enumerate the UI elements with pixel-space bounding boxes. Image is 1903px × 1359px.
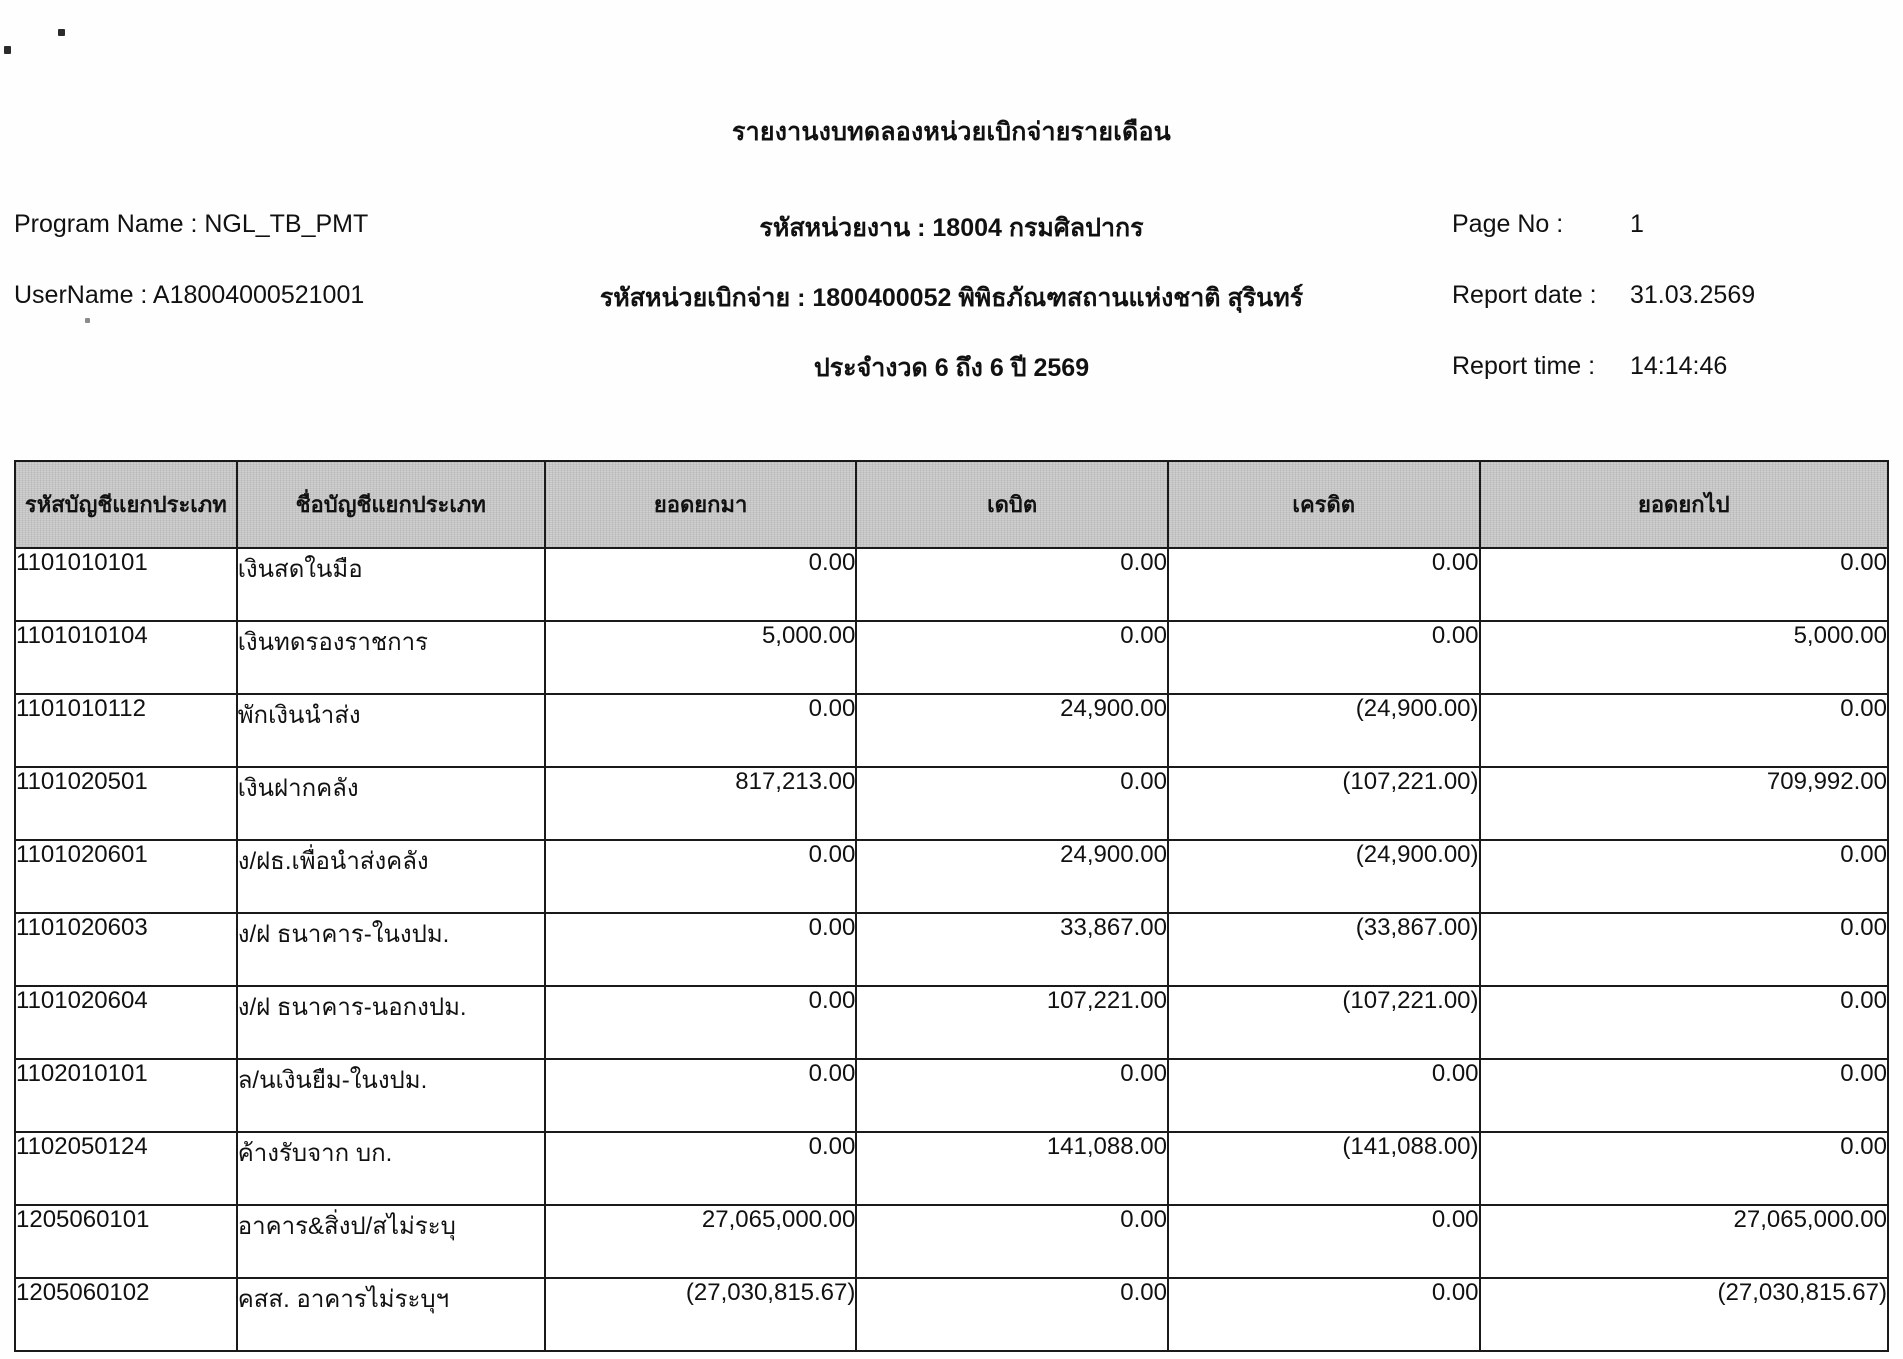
cell-credit: (141,088.00)	[1168, 1132, 1480, 1205]
cell-account-code: 1102050124	[15, 1132, 237, 1205]
cell-closing-balance: 0.00	[1480, 840, 1888, 913]
cell-opening-balance: 0.00	[545, 548, 857, 621]
cell-credit: 0.00	[1168, 1059, 1480, 1132]
cell-account-name: คสส. อาคารไม่ระบุฯ	[237, 1278, 545, 1351]
program-name-label: Program Name : NGL_TB_PMT	[14, 210, 369, 238]
cell-opening-balance: 0.00	[545, 840, 857, 913]
cell-debit: 0.00	[856, 621, 1168, 694]
report-time-value: 14:14:46	[1630, 352, 1728, 380]
cell-account-code: 1101020501	[15, 767, 237, 840]
page-title: รายงานงบทดลองหน่วยเบิกจ่ายรายเดือน	[732, 118, 1171, 146]
cell-account-code: 1102010101	[15, 1059, 237, 1132]
cell-opening-balance: (27,030,815.67)	[545, 1278, 857, 1351]
cell-debit: 0.00	[856, 767, 1168, 840]
page-no-row	[1452, 210, 1644, 239]
cell-opening-balance: 0.00	[545, 694, 857, 767]
cell-closing-balance: 709,992.00	[1480, 767, 1888, 840]
cell-account-code: 1205060101	[15, 1205, 237, 1278]
cell-closing-balance: 0.00	[1480, 1132, 1888, 1205]
cell-debit: 0.00	[856, 1205, 1168, 1278]
cell-account-code: 1205060102	[15, 1278, 237, 1351]
cell-closing-balance: 0.00	[1480, 694, 1888, 767]
cell-account-name: เงินทดรองราชการ	[237, 621, 545, 694]
report-date-label: Report date :	[1452, 281, 1597, 309]
cell-account-name: เงินฝากคลัง	[237, 767, 545, 840]
cell-credit: (33,867.00)	[1168, 913, 1480, 986]
cell-closing-balance: 0.00	[1480, 986, 1888, 1059]
column-header-closing-balance: ยอดยกไป	[1480, 461, 1888, 548]
agency-code-line: รหัสหน่วยงาน : 18004 กรมศิลปากร	[759, 214, 1144, 242]
cell-account-code: 1101020601	[15, 840, 237, 913]
table-row	[15, 1278, 1888, 1351]
cell-debit: 141,088.00	[856, 1132, 1168, 1205]
report-time-row	[1452, 352, 1727, 381]
table-row	[15, 1059, 1888, 1132]
table-row	[15, 840, 1888, 913]
report-time-label: Report time :	[1452, 352, 1596, 380]
table-row	[15, 767, 1888, 840]
user-name-label: UserName : A18004000521001	[14, 281, 365, 309]
cell-credit: 0.00	[1168, 548, 1480, 621]
table-row	[15, 1132, 1888, 1205]
cell-account-code: 1101020603	[15, 913, 237, 986]
cell-closing-balance: (27,030,815.67)	[1480, 1278, 1888, 1351]
trial-balance-table-wrapper	[14, 460, 1889, 1352]
table-row	[15, 986, 1888, 1059]
period-line: ประจำงวด 6 ถึง 6 ปี 2569	[813, 354, 1090, 382]
column-header-credit: เครดิต	[1168, 461, 1480, 548]
cell-account-code: 1101010101	[15, 548, 237, 621]
page-no-value: 1	[1630, 210, 1644, 238]
cell-closing-balance: 5,000.00	[1480, 621, 1888, 694]
table-header	[15, 461, 1888, 548]
cell-credit: (107,221.00)	[1168, 986, 1480, 1059]
cell-debit: 0.00	[856, 548, 1168, 621]
cell-credit: (107,221.00)	[1168, 767, 1480, 840]
table-row	[15, 548, 1888, 621]
scan-artifact	[85, 318, 90, 323]
cell-account-code: 1101010112	[15, 694, 237, 767]
cell-account-name: อาคาร&สิ่งป/สไม่ระบุ	[237, 1205, 545, 1278]
column-header-debit: เดบิต	[856, 461, 1168, 548]
cell-account-name: ง/ฝธ.เพื่อนำส่งคลัง	[237, 840, 545, 913]
table-row	[15, 694, 1888, 767]
cell-opening-balance: 5,000.00	[545, 621, 857, 694]
column-header-opening-balance: ยอดยกมา	[545, 461, 857, 548]
table-row	[15, 913, 1888, 986]
cell-account-code: 1101010104	[15, 621, 237, 694]
table-row	[15, 1205, 1888, 1278]
cell-account-name: ค้างรับจาก บก.	[237, 1132, 545, 1205]
scan-artifact	[58, 29, 65, 36]
cell-opening-balance: 0.00	[545, 1059, 857, 1132]
column-header-account-code: รหัสบัญชีแยกประเภท	[15, 461, 237, 548]
cell-account-name: ง/ฝ ธนาคาร-ในงปม.	[237, 913, 545, 986]
cell-closing-balance: 0.00	[1480, 913, 1888, 986]
cell-credit: (24,900.00)	[1168, 694, 1480, 767]
cell-debit: 33,867.00	[856, 913, 1168, 986]
scan-artifact	[4, 46, 11, 54]
cell-debit: 24,900.00	[856, 694, 1168, 767]
cell-credit: 0.00	[1168, 621, 1480, 694]
table-header-row	[15, 461, 1888, 548]
cell-credit: 0.00	[1168, 1278, 1480, 1351]
cell-credit: (24,900.00)	[1168, 840, 1480, 913]
cell-closing-balance: 0.00	[1480, 1059, 1888, 1132]
cell-account-code: 1101020604	[15, 986, 237, 1059]
cell-opening-balance: 817,213.00	[545, 767, 857, 840]
cell-opening-balance: 0.00	[545, 986, 857, 1059]
page-no-label: Page No :	[1452, 210, 1564, 238]
cell-credit: 0.00	[1168, 1205, 1480, 1278]
cell-closing-balance: 27,065,000.00	[1480, 1205, 1888, 1278]
cell-account-name: ล/นเงินยืม-ในงปม.	[237, 1059, 545, 1132]
table-body	[15, 548, 1888, 1351]
cell-account-name: ง/ฝ ธนาคาร-นอกงปม.	[237, 986, 545, 1059]
column-header-account-name: ชื่อบัญชีแยกประเภท	[237, 461, 545, 548]
trial-balance-table	[14, 460, 1889, 1352]
cell-debit: 107,221.00	[856, 986, 1168, 1059]
cell-account-name: เงินสดในมือ	[237, 548, 545, 621]
report-date-row	[1452, 281, 1755, 310]
report-date-value: 31.03.2569	[1630, 281, 1756, 309]
table-row	[15, 621, 1888, 694]
cell-debit: 0.00	[856, 1059, 1168, 1132]
cell-opening-balance: 27,065,000.00	[545, 1205, 857, 1278]
cell-opening-balance: 0.00	[545, 1132, 857, 1205]
cell-opening-balance: 0.00	[545, 913, 857, 986]
cell-closing-balance: 0.00	[1480, 548, 1888, 621]
disbursing-unit-line: รหัสหน่วยเบิกจ่าย : 1800400052 พิพิธภัณฑสถานแห่งชาติ สุรินทร์	[599, 284, 1304, 312]
cell-account-name: พักเงินนำส่ง	[237, 694, 545, 767]
cell-debit: 0.00	[856, 1278, 1168, 1351]
cell-debit: 24,900.00	[856, 840, 1168, 913]
